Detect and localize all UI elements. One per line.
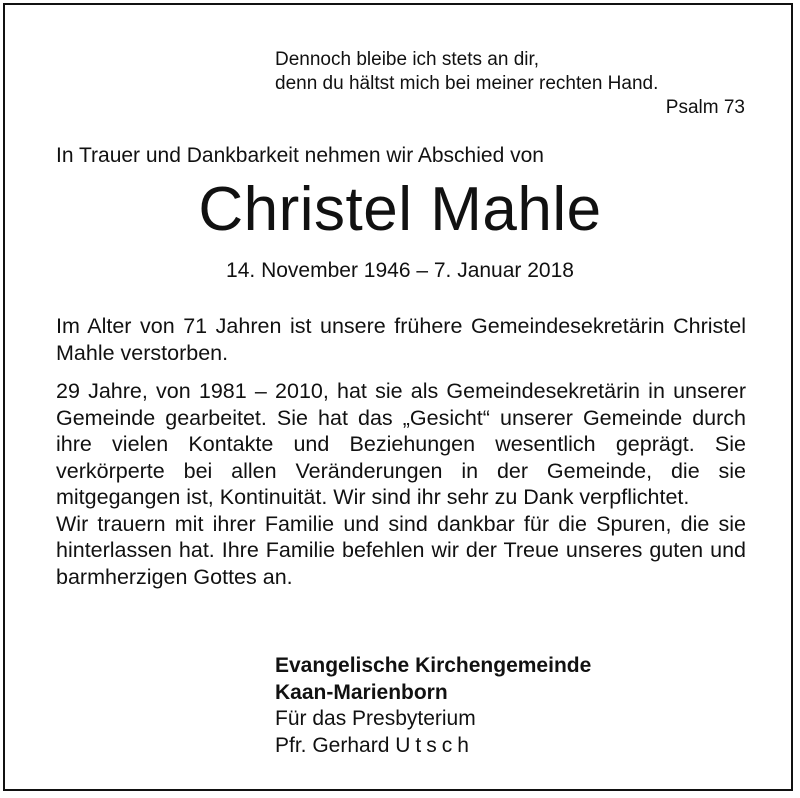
- paragraph-3: Wir trauern mit ihrer Familie und sind dankbar für die Spuren, die sie hinterlassen hat. Ihre Familie befehlen wir der Treue unseres guten und barmherzigen Gottes an.: [56, 511, 746, 589]
- verse-reference: Psalm 73: [665, 97, 745, 118]
- pastor-name: [275, 733, 591, 760]
- paragraph-2: 29 Jahre, von 1981 – 2010, hat sie als Gemeindesekretärin in unserer Gemeinde gearbeitet. Sie hat das „Gesicht“ unserer Gemeinde durch ihre vielen Kontakte und Beziehungen wesentlich geprägt. Sie verkörperte bei allen Veränderungen in der Gemeinde, die sie mitgegangen ist, Kontinuität. Wir sind ihr sehr zu Dank verpflichtet.: [56, 379, 746, 509]
- signature-block: [275, 653, 591, 759]
- paragraph-1: Im Alter von 71 Jahren ist unsere frühere Gemeindesekretärin Christel Mahle verstorben.: [56, 314, 746, 365]
- verse-line-1: Dennoch bleibe ich stets an dir,: [275, 49, 540, 70]
- obituary-text: [56, 313, 746, 590]
- signatory-body: Für das Presbyterium: [275, 707, 476, 730]
- pastor-prefix: Pfr. Gerhard: [275, 733, 390, 757]
- organization-location: Kaan-Marienborn: [275, 680, 448, 704]
- bible-verse: [275, 48, 745, 120]
- organization-name: Evangelische Kirchengemeinde: [275, 654, 592, 677]
- intro-line: In Trauer und Dankbarkeit nehmen wir Abschied von: [56, 144, 544, 167]
- deceased-name: Christel Mahle: [198, 175, 602, 244]
- verse-line-2: denn du hältst mich bei meiner rechten Hand.: [275, 73, 659, 94]
- life-dates: 14. November 1946 – 7. Januar 2018: [226, 259, 574, 282]
- pastor-surname: Utsch: [395, 733, 474, 757]
